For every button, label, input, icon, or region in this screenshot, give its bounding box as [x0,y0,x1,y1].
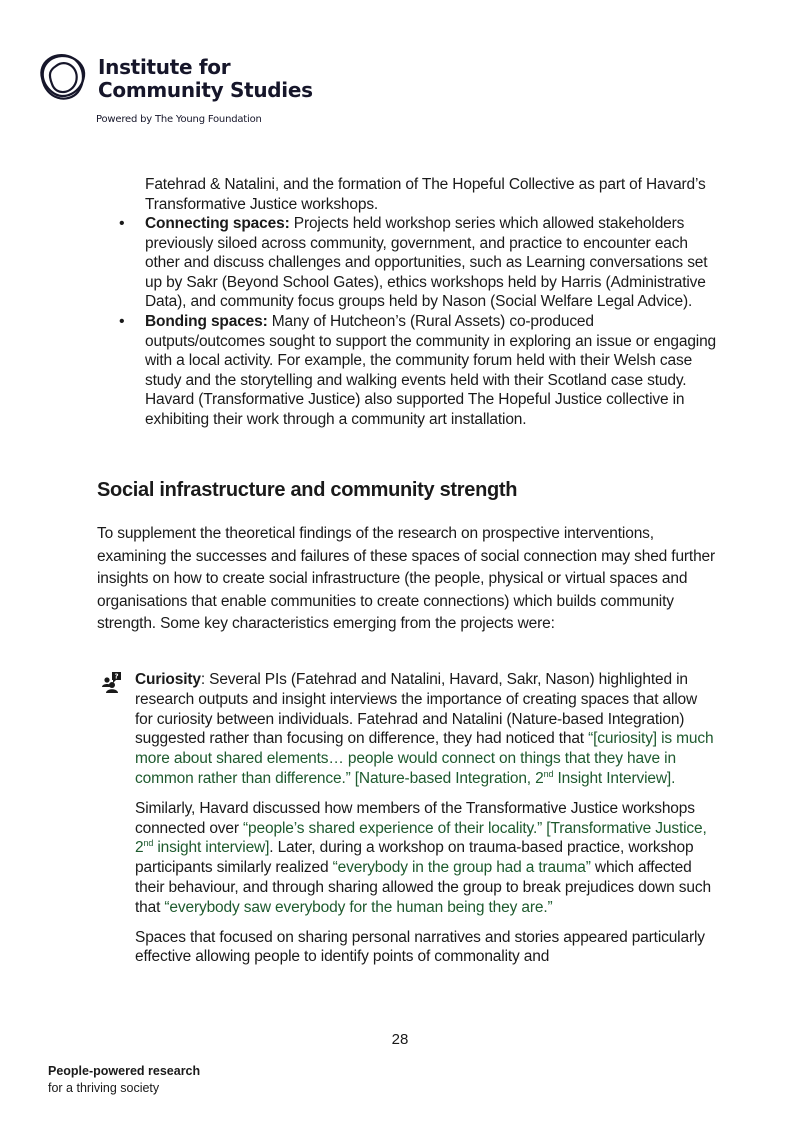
footer-line1: People-powered research [48,1064,201,1078]
quote-text: insight interview] [153,839,270,857]
bullet-list [117,214,717,430]
curiosity-label: Curiosity [135,671,201,688]
footer-line2: for a thriving society [48,1081,160,1095]
logo-subtitle: Powered by The Young Foundation [96,114,262,125]
ordinal-suffix: nd [543,768,554,779]
body-text: : Several PIs (Fatehrad and Natalini, Havard, Sakr, Nason) highlighted in research outputs and insight interviews the importance of creating spaces that allow for curiosity between individuals. Fatehrad and Natalini (Nature-based Integration) suggested rather than focusing on difference, they had noticed that [135,671,698,748]
bullet-text: Projects held workshop series which allowed stakeholders previously siloed across community, government, and practice to encounter each other and discuss challenges and opportunities, such as Learning conversations set up by Sakr (Beyond School Gates), ethics workshops held by Harris (Administrative Data), and community focus groups held by Nason (Social Welfare Legal Advice). [145,215,708,311]
quote-text: “[curiosity] is much more about shared elements… people would connect on things that they have in common rather than difference.” [Nature-based Integration, 2 [135,730,714,787]
curiosity-paragraph-2 [135,799,715,918]
body-text: Similarly, Havard discussed how members of the Transformative Justice workshops connected over [135,799,695,837]
body-text: which affected their behaviour, and through sharing allowed the group to break prejudices down such that [135,859,711,916]
body-text: . Later, during a workshop on trauma-based practice, workshop participants similarly realized [135,839,694,877]
bullet-text: Many of Hutcheon’s (Rural Assets) co-produced outputs/outcomes sought to support the community in exploring an issue or engaging with a local activity. For example, the community forum held with their Welsh case study and the storytelling and walking events held with their Scotland case study. Havard (Transformative Justice) also supported The Hopeful Justice collective in exhibiting their work through a community art installation. [145,312,717,428]
curiosity-block [135,670,715,977]
logo-title-line1: Institute for [98,55,231,79]
page-number: 28 [391,1031,409,1048]
curiosity-paragraph-3: Spaces that focused on sharing personal narratives and stories appeared particularly effective allowing people to identify points of commonality and [135,928,705,966]
quote: “everybody in the group had a trauma” [332,859,591,877]
bullet-label: Connecting spaces: [145,215,290,232]
quote: “everybody saw everybody for the human being they are.” [164,898,553,916]
people-question-icon [101,671,123,693]
quote-text: Insight Interview]. [553,769,676,787]
ordinal-suffix: nd [143,838,154,849]
overlapping-circles-logo-icon [34,48,92,104]
bullet-label: Bonding spaces: [145,312,268,330]
curiosity-paragraph-1 [135,670,715,789]
footer-tagline [48,1063,200,1097]
section-heading: Social infrastructure and community strength [97,479,518,501]
list-item [117,214,717,312]
section-intro: To supplement the theoretical findings of the research on prospective interventions, examining the successes and failures of these spaces of social connection may shed further insights on how to create social infrastructure (the people, physical or virtual spaces and organisations that enable communities to create connections) which builds community strength. Some key characteristics emerging from the projects were: [97,525,716,632]
svg-text:?: ? [114,672,119,681]
organization-logo [34,48,313,125]
quote-text: “people’s shared experience of their locality.” [Transformative Justice, 2 [135,819,707,857]
continuation-text: Fatehrad & Natalini, and the formation of The Hopeful Collective as part of Havard’s Transformative Justice workshops. [145,176,706,213]
list-item [117,312,717,430]
logo-title-line2: Community Studies [98,78,313,102]
